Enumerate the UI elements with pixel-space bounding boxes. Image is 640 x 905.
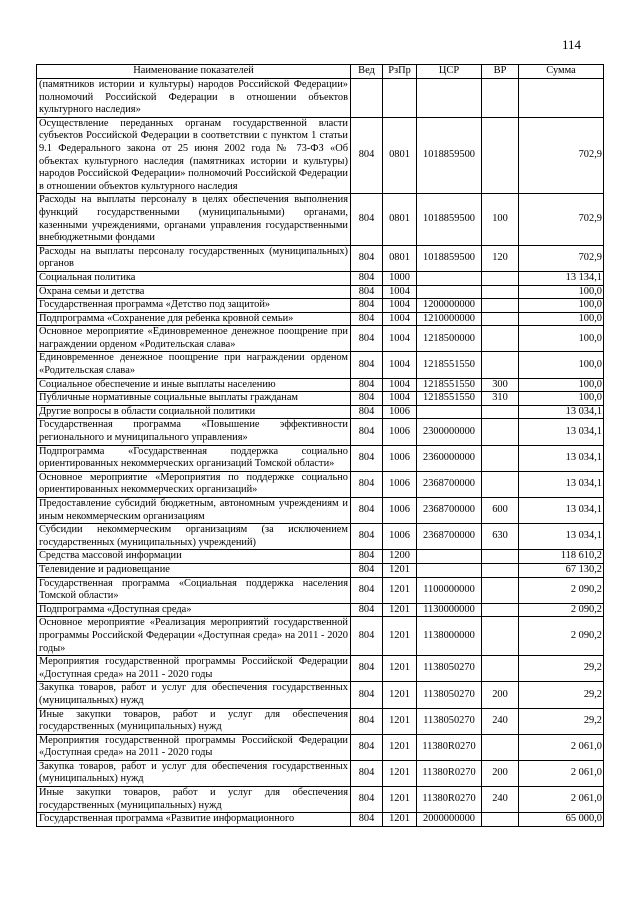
row-rzpr	[383, 79, 417, 118]
row-ved: 804	[351, 392, 383, 406]
row-ved: 804	[351, 285, 383, 299]
row-vr	[482, 285, 519, 299]
row-name: Закупка товаров, работ и услуг для обеспечения государственных (муниципальных) нужд	[37, 682, 351, 708]
row-sum: 702,9	[519, 194, 604, 245]
table-row	[37, 79, 604, 118]
row-rzpr: 1006	[383, 405, 417, 419]
row-csr: 2000000000	[417, 813, 482, 827]
header-name: Наименование показателей	[37, 65, 351, 79]
row-ved: 804	[351, 524, 383, 550]
row-vr: 600	[482, 498, 519, 524]
table-row	[37, 656, 604, 682]
row-rzpr: 1006	[383, 419, 417, 445]
row-csr: 11380R0270	[417, 760, 482, 786]
row-sum: 702,9	[519, 117, 604, 194]
budget-table	[36, 64, 604, 827]
table-row	[37, 352, 604, 378]
row-ved: 804	[351, 656, 383, 682]
row-vr	[482, 617, 519, 656]
table-body	[37, 79, 604, 827]
row-ved: 804	[351, 760, 383, 786]
row-sum: 100,0	[519, 326, 604, 352]
row-rzpr: 1006	[383, 445, 417, 471]
row-vr	[482, 117, 519, 194]
table-row	[37, 299, 604, 313]
row-ved: 804	[351, 787, 383, 813]
row-rzpr: 1000	[383, 271, 417, 285]
row-sum: 100,0	[519, 312, 604, 326]
row-vr	[482, 419, 519, 445]
row-sum: 118 610,2	[519, 550, 604, 564]
row-vr	[482, 577, 519, 603]
row-vr: 120	[482, 245, 519, 271]
row-csr: 1018859500	[417, 117, 482, 194]
row-rzpr: 1201	[383, 603, 417, 617]
table-row	[37, 471, 604, 497]
row-name: Основное мероприятие «Мероприятия по поддержке социально ориентированных некоммерческих организаций»	[37, 471, 351, 497]
row-vr: 240	[482, 787, 519, 813]
table-row	[37, 271, 604, 285]
row-rzpr: 1201	[383, 813, 417, 827]
row-name: Осуществление переданных органам государственной власти субъектов Российской Федерации в соответствии с пунктом 1 статьи 9.1 Федерального закона от 25 июня 2002 года № 73-ФЗ «Об объектах культурного наследия (памятниках истории и культуры) народов Российской Федерации» полномочий Российской Федерации в отношении объектов культурного наследия	[37, 117, 351, 194]
header-vr: ВР	[482, 65, 519, 79]
row-rzpr: 1201	[383, 577, 417, 603]
row-rzpr: 1004	[383, 378, 417, 392]
row-csr: 2360000000	[417, 445, 482, 471]
row-vr	[482, 312, 519, 326]
table-row	[37, 563, 604, 577]
row-ved: 804	[351, 419, 383, 445]
row-name: Социальное обеспечение и иные выплаты населению	[37, 378, 351, 392]
row-rzpr: 0801	[383, 245, 417, 271]
row-vr	[482, 445, 519, 471]
row-vr	[482, 405, 519, 419]
table-row	[37, 378, 604, 392]
row-ved: 804	[351, 378, 383, 392]
row-rzpr: 1201	[383, 563, 417, 577]
row-vr: 240	[482, 708, 519, 734]
row-ved: 804	[351, 245, 383, 271]
row-sum: 2 061,0	[519, 760, 604, 786]
row-sum: 2 061,0	[519, 787, 604, 813]
row-vr	[482, 734, 519, 760]
row-csr: 1210000000	[417, 312, 482, 326]
row-vr	[482, 271, 519, 285]
row-rzpr: 1004	[383, 285, 417, 299]
table-row	[37, 734, 604, 760]
row-sum: 100,0	[519, 352, 604, 378]
row-name: Предоставление субсидий бюджетным, автономным учреждениям и иным некоммерческим организациям	[37, 498, 351, 524]
row-ved: 804	[351, 682, 383, 708]
table-row	[37, 312, 604, 326]
row-vr	[482, 550, 519, 564]
row-sum: 702,9	[519, 245, 604, 271]
row-name: Субсидии некоммерческим организациям (за исключением государственных (муниципальных) учреждений)	[37, 524, 351, 550]
row-name: Иные закупки товаров, работ и услуг для обеспечения государственных (муниципальных) нужд	[37, 708, 351, 734]
row-sum: 13 034,1	[519, 405, 604, 419]
row-name: Государственная программа «Развитие информационного	[37, 813, 351, 827]
row-rzpr: 0801	[383, 117, 417, 194]
row-name: Основное мероприятие «Реализация мероприятий государственной программы Российской Федерации «Доступная среда» на 2011 - 2020 годы»	[37, 617, 351, 656]
row-vr	[482, 352, 519, 378]
row-csr: 2300000000	[417, 419, 482, 445]
row-vr	[482, 603, 519, 617]
row-name: Телевидение и радиовещание	[37, 563, 351, 577]
header-sum: Сумма	[519, 65, 604, 79]
row-sum: 2 061,0	[519, 734, 604, 760]
row-rzpr: 1201	[383, 708, 417, 734]
row-csr	[417, 79, 482, 118]
header-csr: ЦСР	[417, 65, 482, 79]
row-sum	[519, 79, 604, 118]
table-row	[37, 326, 604, 352]
row-name: Публичные нормативные социальные выплаты гражданам	[37, 392, 351, 406]
row-ved: 804	[351, 299, 383, 313]
row-ved: 804	[351, 563, 383, 577]
row-name: Средства массовой информации	[37, 550, 351, 564]
row-vr	[482, 326, 519, 352]
row-ved: 804	[351, 117, 383, 194]
table-row	[37, 117, 604, 194]
row-csr: 1218551550	[417, 352, 482, 378]
table-row	[37, 760, 604, 786]
table-row	[37, 245, 604, 271]
row-sum: 13 034,1	[519, 471, 604, 497]
row-vr: 200	[482, 682, 519, 708]
row-csr: 1100000000	[417, 577, 482, 603]
row-name: Подпрограмма «Доступная среда»	[37, 603, 351, 617]
table-row	[37, 708, 604, 734]
table-row	[37, 445, 604, 471]
row-vr	[482, 299, 519, 313]
row-rzpr: 1201	[383, 656, 417, 682]
row-sum: 100,0	[519, 299, 604, 313]
row-sum: 29,2	[519, 708, 604, 734]
row-rzpr: 1004	[383, 352, 417, 378]
table-row	[37, 550, 604, 564]
row-csr: 1138050270	[417, 708, 482, 734]
row-csr	[417, 550, 482, 564]
row-rzpr: 1004	[383, 312, 417, 326]
row-csr	[417, 285, 482, 299]
row-csr: 1018859500	[417, 245, 482, 271]
table-row	[37, 787, 604, 813]
row-ved: 804	[351, 617, 383, 656]
table-row	[37, 682, 604, 708]
row-csr: 2368700000	[417, 498, 482, 524]
row-vr: 630	[482, 524, 519, 550]
row-ved: 804	[351, 445, 383, 471]
row-rzpr: 1201	[383, 617, 417, 656]
row-csr: 1138050270	[417, 682, 482, 708]
row-ved: 804	[351, 326, 383, 352]
row-name: Расходы на выплаты персоналу государственных (муниципальных) органов	[37, 245, 351, 271]
row-name: Государственная программа «Детство под защитой»	[37, 299, 351, 313]
row-sum: 29,2	[519, 682, 604, 708]
row-name: Другие вопросы в области социальной политики	[37, 405, 351, 419]
row-csr: 1218551550	[417, 392, 482, 406]
row-sum: 13 034,1	[519, 524, 604, 550]
row-vr: 300	[482, 378, 519, 392]
header-rzpr: РзПр	[383, 65, 417, 79]
row-sum: 100,0	[519, 392, 604, 406]
table-row	[37, 419, 604, 445]
row-sum: 65 000,0	[519, 813, 604, 827]
table-row	[37, 498, 604, 524]
table-row	[37, 194, 604, 245]
row-rzpr: 1006	[383, 498, 417, 524]
row-sum: 2 090,2	[519, 603, 604, 617]
row-sum: 100,0	[519, 378, 604, 392]
row-rzpr: 1004	[383, 299, 417, 313]
row-csr: 1138000000	[417, 617, 482, 656]
row-ved: 804	[351, 577, 383, 603]
row-csr: 1130000000	[417, 603, 482, 617]
row-csr: 1218500000	[417, 326, 482, 352]
row-sum: 2 090,2	[519, 577, 604, 603]
table-row	[37, 392, 604, 406]
row-sum: 100,0	[519, 285, 604, 299]
row-name: Мероприятия государственной программы Российской Федерации «Доступная среда» на 2011 - 2020 годы	[37, 734, 351, 760]
row-vr: 200	[482, 760, 519, 786]
row-ved: 804	[351, 498, 383, 524]
row-ved: 804	[351, 813, 383, 827]
row-name: Единовременное денежное поощрение при награждении орденом «Родительская слава»	[37, 352, 351, 378]
row-vr	[482, 656, 519, 682]
row-ved: 804	[351, 194, 383, 245]
row-vr	[482, 813, 519, 827]
row-name: Социальная политика	[37, 271, 351, 285]
row-csr: 1200000000	[417, 299, 482, 313]
table-row	[37, 577, 604, 603]
row-name: Расходы на выплаты персоналу в целях обеспечения выполнения функций государственными (муниципальными) органами, казенными учреждениями, органами управления государственными внебюджетными фондами	[37, 194, 351, 245]
table-row	[37, 405, 604, 419]
row-sum: 2 090,2	[519, 617, 604, 656]
row-sum: 29,2	[519, 656, 604, 682]
row-vr	[482, 563, 519, 577]
row-ved: 804	[351, 271, 383, 285]
row-rzpr: 1201	[383, 787, 417, 813]
row-name: Основное мероприятие «Единовременное денежное поощрение при награждении орденом «Родительская слава»	[37, 326, 351, 352]
header-ved: Вед	[351, 65, 383, 79]
row-csr: 2368700000	[417, 471, 482, 497]
page-number: 114	[562, 37, 582, 52]
row-rzpr: 1006	[383, 524, 417, 550]
table-row	[37, 285, 604, 299]
row-ved: 804	[351, 471, 383, 497]
row-sum: 13 034,1	[519, 498, 604, 524]
row-vr	[482, 79, 519, 118]
row-sum: 13 134,1	[519, 271, 604, 285]
row-ved: 804	[351, 550, 383, 564]
row-name: Охрана семьи и детства	[37, 285, 351, 299]
row-csr	[417, 405, 482, 419]
row-sum: 13 034,1	[519, 419, 604, 445]
row-ved: 804	[351, 352, 383, 378]
row-ved: 804	[351, 405, 383, 419]
row-csr	[417, 271, 482, 285]
row-ved	[351, 79, 383, 118]
row-rzpr: 1006	[383, 471, 417, 497]
table-row	[37, 813, 604, 827]
row-rzpr: 1004	[383, 392, 417, 406]
row-name: Подпрограмма «Государственная поддержка социально ориентированных некоммерческих организаций Томской области»	[37, 445, 351, 471]
row-csr: 11380R0270	[417, 787, 482, 813]
row-name: Иные закупки товаров, работ и услуг для обеспечения государственных (муниципальных) нужд	[37, 787, 351, 813]
row-sum: 67 130,2	[519, 563, 604, 577]
row-rzpr: 1201	[383, 682, 417, 708]
row-vr: 100	[482, 194, 519, 245]
row-ved: 804	[351, 312, 383, 326]
row-ved: 804	[351, 734, 383, 760]
row-rzpr: 1004	[383, 326, 417, 352]
row-csr	[417, 563, 482, 577]
row-csr: 11380R0270	[417, 734, 482, 760]
row-csr: 1138050270	[417, 656, 482, 682]
row-vr: 310	[482, 392, 519, 406]
row-rzpr: 1201	[383, 760, 417, 786]
table-header	[37, 65, 604, 79]
row-csr: 2368700000	[417, 524, 482, 550]
row-csr: 1018859500	[417, 194, 482, 245]
table-row	[37, 617, 604, 656]
row-rzpr: 1201	[383, 734, 417, 760]
row-name: Мероприятия государственной программы Российской Федерации «Доступная среда» на 2011 - 2020 годы	[37, 656, 351, 682]
row-csr: 1218551550	[417, 378, 482, 392]
row-ved: 804	[351, 603, 383, 617]
row-name: (памятников истории и культуры) народов Российской Федерации» полномочий Российской Федерации в отношении объектов культурного наследия»	[37, 79, 351, 118]
row-rzpr: 0801	[383, 194, 417, 245]
row-rzpr: 1200	[383, 550, 417, 564]
table-row	[37, 524, 604, 550]
row-name: Государственная программа «Социальная поддержка населения Томской области»	[37, 577, 351, 603]
row-ved: 804	[351, 708, 383, 734]
row-sum: 13 034,1	[519, 445, 604, 471]
row-name: Закупка товаров, работ и услуг для обеспечения государственных (муниципальных) нужд	[37, 760, 351, 786]
row-name: Государственная программа «Повышение эффективности регионального и муниципального управления»	[37, 419, 351, 445]
table-row	[37, 603, 604, 617]
row-name: Подпрограмма «Сохранение для ребенка кровной семьи»	[37, 312, 351, 326]
row-vr	[482, 471, 519, 497]
